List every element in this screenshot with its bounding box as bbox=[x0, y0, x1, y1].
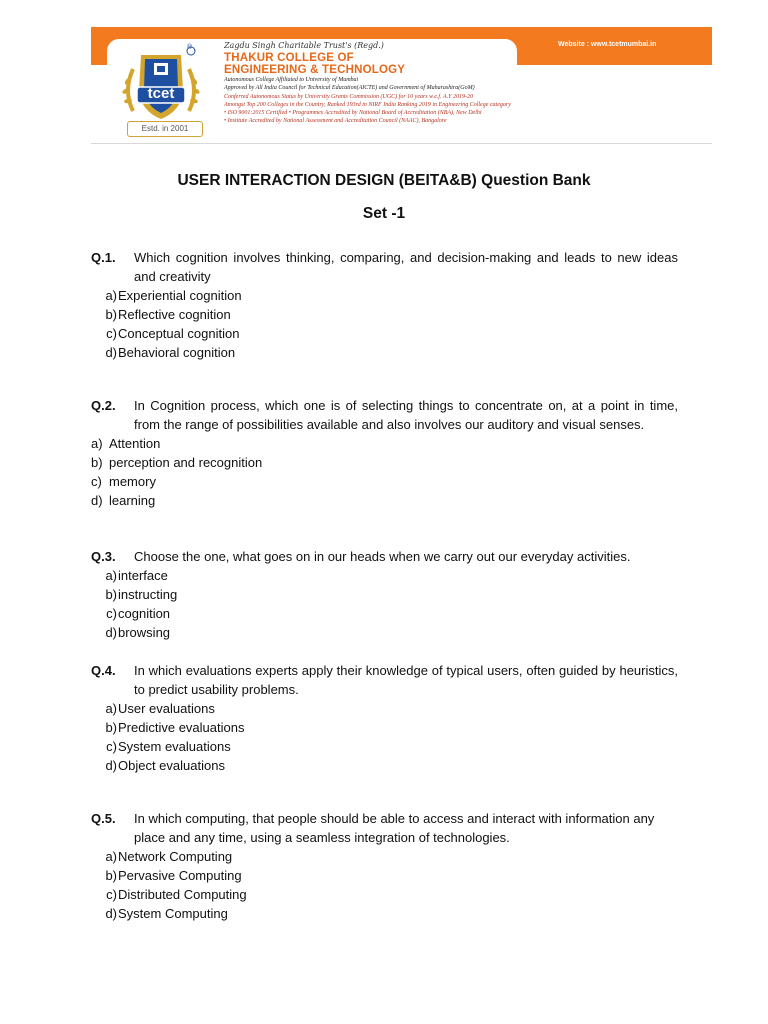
option-c: c) Conceptual cognition bbox=[106, 326, 240, 341]
option-a: a) Attention bbox=[91, 436, 161, 451]
question-2 bbox=[91, 396, 678, 510]
option-c: c) System evaluations bbox=[106, 739, 231, 754]
question-4 bbox=[91, 661, 678, 775]
affiliation-line: Autonomous College Affiliated to University of Mumbai bbox=[224, 77, 359, 83]
document-title: USER INTERACTION DESIGN (BEITA&B) Question Bank bbox=[177, 172, 591, 189]
option-b: b) Predictive evaluations bbox=[105, 720, 245, 735]
set-label: Set -1 bbox=[362, 205, 406, 222]
option-d: d) Behavioral cognition bbox=[105, 345, 236, 360]
option-b: b) instructing bbox=[105, 587, 178, 602]
option-b: b) perception and recognition bbox=[91, 455, 263, 470]
autonomy-line: Conferred Autonomous Status by University Grants Commission (UGC) for 10 years w.e.f. A.Y 2019-20 bbox=[224, 94, 473, 100]
option-c: c) Distributed Computing bbox=[106, 887, 247, 902]
question-text: Choose the one, what goes on in our heads when we carry out our everyday activities. bbox=[134, 549, 631, 564]
option-d: d) browsing bbox=[105, 625, 171, 640]
trust-name: Zagdu Singh Charitable Trust's (Regd.) bbox=[224, 41, 384, 50]
option-d: d) learning bbox=[91, 493, 156, 508]
estd-badge: Estd. in 2001 bbox=[127, 121, 203, 137]
logo-wordmark: tcet bbox=[147, 85, 175, 102]
college-name-line2: ENGINEERING & TECHNOLOGY bbox=[224, 64, 406, 76]
ranking-line: Amongst Top 200 Colleges in the Country, Ranked 193rd in NIRF India Ranking 2019 in Engineering College category bbox=[224, 102, 511, 108]
question-1 bbox=[91, 248, 678, 362]
question-text: In which computing, that people should be able to access and interact with information any place and any time, using a seamless integration of technologies. bbox=[134, 811, 655, 845]
option-b: b) Pervasive Computing bbox=[105, 868, 242, 883]
option-d: d) Object evaluations bbox=[105, 758, 225, 773]
option-a: a) Experiential cognition bbox=[105, 288, 242, 303]
website-label: Website : www.tcetmumbai.in bbox=[558, 41, 657, 48]
option-a: a) User evaluations bbox=[105, 701, 215, 716]
option-c: c) cognition bbox=[106, 606, 171, 621]
option-c: c) memory bbox=[91, 474, 156, 489]
option-b: b) Reflective cognition bbox=[105, 307, 231, 322]
iso-line: • ISO 9001:2015 Certified • Programmes Accredited by National Board of Accreditation (NBA), New Delhi bbox=[224, 110, 482, 116]
college-name-line1: THAKUR COLLEGE OF bbox=[224, 52, 354, 64]
option-d: d) System Computing bbox=[105, 906, 228, 921]
question-number: Q.1. bbox=[91, 250, 116, 265]
option-a: a) Network Computing bbox=[105, 849, 233, 864]
question-number: Q.5. bbox=[91, 811, 116, 826]
college-info bbox=[224, 41, 544, 125]
registered-mark: ® bbox=[187, 44, 193, 51]
option-a: a) interface bbox=[105, 568, 168, 583]
question-number: Q.3. bbox=[91, 549, 116, 564]
header-divider bbox=[91, 143, 712, 144]
question-number: Q.4. bbox=[91, 663, 116, 678]
question-number: Q.2. bbox=[91, 398, 116, 413]
question-5 bbox=[91, 809, 678, 923]
question-text: In Cognition process, which one is of selecting things to concentrate on, at a point in time, from the range of possibilities available and also involves our auditory and visual senses. bbox=[134, 398, 678, 432]
naac-line: • Institute Accredited by National Assessment and Accreditation Council (NAAC), Bangalore bbox=[224, 118, 447, 124]
question-text: In which evaluations experts apply their knowledge of typical users, often guided by heuristics, to predict usability problems. bbox=[134, 663, 678, 697]
college-header bbox=[91, 27, 712, 144]
question-3 bbox=[91, 547, 678, 642]
approval-line: Approved by All India Council for Technical Education(AICTE) and Government of Maharashtra(GoM) bbox=[224, 85, 475, 91]
question-text: Which cognition involves thinking, comparing, and decision-making and leads to new ideas and creativity bbox=[134, 250, 678, 284]
